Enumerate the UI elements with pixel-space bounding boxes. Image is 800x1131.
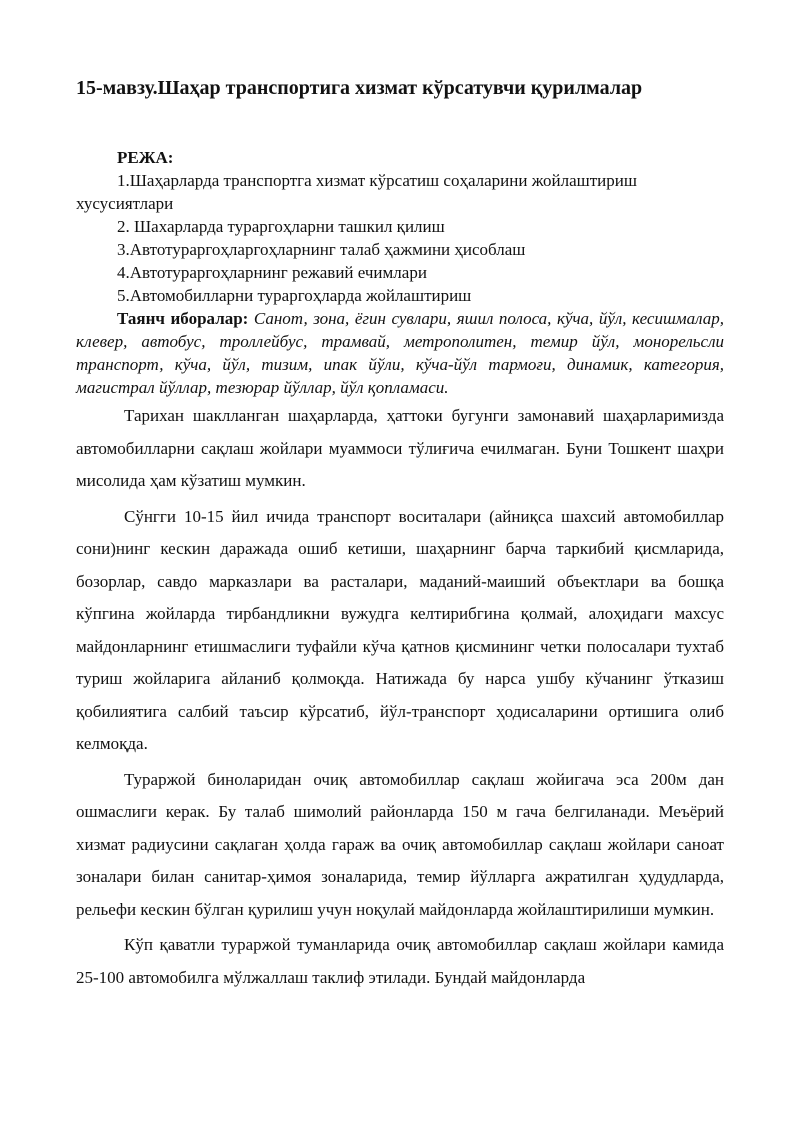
paragraph: Тарихан шаклланган шаҳарларда, ҳаттоки бугунги замонавий шаҳарларимизда автомобилларни сақлаш жойлари муаммоси тўлиғича ечилмаган. Буни Тошкент шаҳри мисолида ҳам кўзатиш мумкин.: [76, 406, 724, 490]
paragraph: Сўнгги 10-15 йил ичида транспорт воситалари (айниқса шахсий автомобиллар сони)нинг кескин даражада ошиб кетиши, шаҳарнинг барча таркибий қисмларида, бозорлар, савдо марказлари ва расталари, маданий-маиший объектлари ва бошқа кўпгина жойларда тирбандликни вужудга келтирибгина қолмай, алоҳидаги махсус майдонларнинг етишмаслиги туфайли кўча қатнов қисмининг четки полосалари тухтаб туриш жойларига айланиб қолмоқда. Натижада бу нарса ушбу кўчанинг ўтказиш қобилиятига салбий таъсир кўрсатиб, йўл-транспорт ҳодисаларини ортишига олиб келмоқда.: [76, 506, 724, 753]
body-text: [76, 400, 724, 997]
keywords-label: Таянч иборалар:: [117, 309, 249, 328]
keywords-block: [76, 307, 724, 399]
plan-section: [76, 146, 724, 399]
plan-item: 1.Шаҳарларда транспортга хизмат кўрсатиш соҳаларини жойлаштириш хусусиятлари: [76, 171, 637, 213]
plan-item: 2. Шахарларда тураргоҳларни ташкил қилиш: [117, 217, 445, 236]
plan-item: 3.Автотураргоҳларгоҳларнинг талаб ҳажмини ҳисоблаш: [117, 240, 526, 259]
plan-item: 4.Автотураргоҳларнинг режавий ечимлари: [117, 263, 427, 282]
paragraph: Тураржой биноларидан очиқ автомобиллар сақлаш жойигача эса 200м дан ошмаслиги керак. Бу талаб шимолий районларда 150 м гача белгиланади. Меъёрий хизмат радиусини сақлаган ҳолда гараж ва очиқ автомобиллар сақлаш жойлари саноат зоналари билан санитар-ҳимоя зоналарида, темир йўлларга ажратилган ҳудудларда, рельефи кескин бўлган қурилиш учун ноқулай майдонларда жойлаштирилиши мумкин.: [76, 769, 724, 919]
keywords-text: Санот, зона, ёгин сувлари, яшил полоса, кўча, йўл, кесишмалар, клевер, автобус, троллейбус, трамвай, метрополитен, темир йўл, монорельсли транспорт, кўча, йўл, тизим, ипак йўли, кўча-йўл тармоғи, динамик, категория, магистрал йўллар, тезюрар йўллар, йўл қопламаси.: [76, 309, 724, 397]
paragraph: Кўп қаватли тураржой туманларида очиқ автомобиллар сақлаш жойлари камида 25-100 автомобилга мўлжаллаш таклиф этилади. Бундай майдонларда: [76, 935, 724, 987]
page-title: 15-мавзу.Шаҳар транспортига хизмат кўрсатувчи қурилмалар: [76, 77, 643, 99]
plan-item: 5.Автомобилларни тураргоҳларда жойлаштириш: [117, 286, 472, 305]
plan-heading: РЕЖА:: [117, 148, 174, 167]
